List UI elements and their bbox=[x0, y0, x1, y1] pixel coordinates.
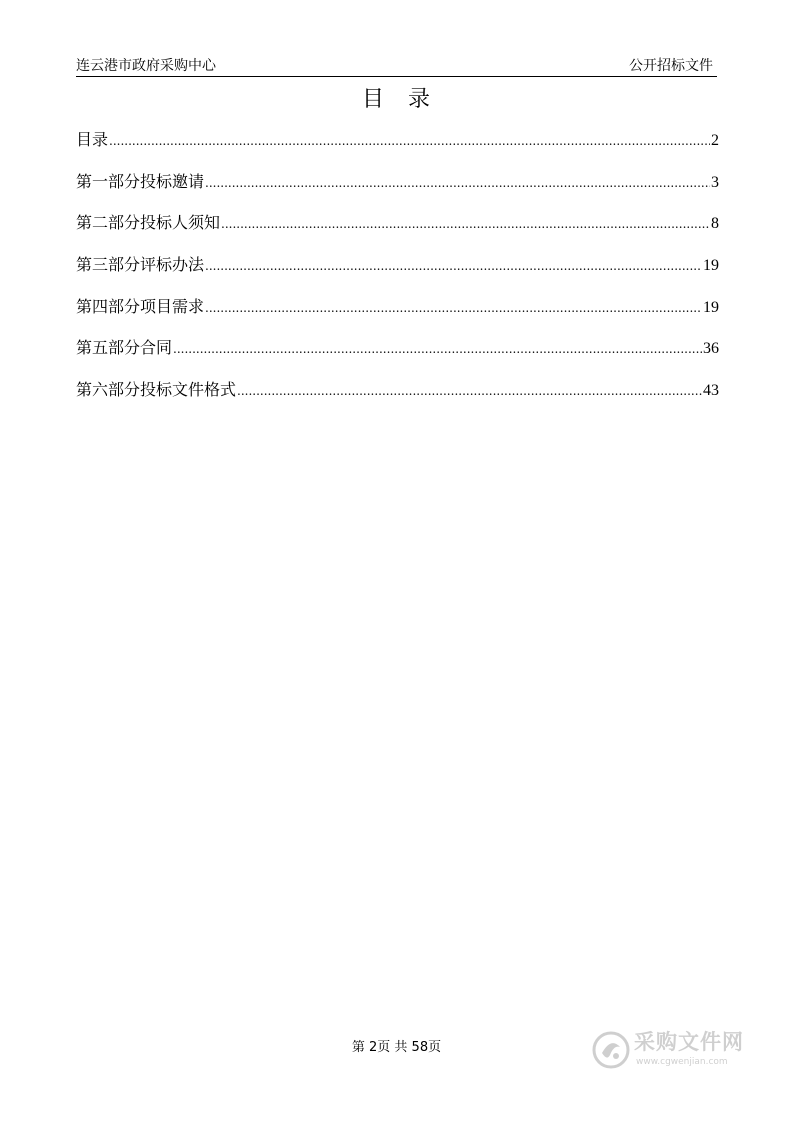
watermark-brand: 采购文件网 bbox=[634, 1030, 744, 1054]
page-header bbox=[76, 56, 717, 77]
page-indicator: 第 2页 共 58页 bbox=[351, 1040, 442, 1055]
table-of-contents bbox=[76, 128, 719, 420]
toc-entry-contents[interactable] bbox=[76, 128, 719, 170]
toc-entry-label: 第二部分投标人须知 bbox=[76, 213, 221, 233]
toc-entry-page: 19 bbox=[703, 257, 719, 275]
toc-entry-label: 第四部分项目需求 bbox=[76, 296, 205, 316]
toc-entry-part-4[interactable] bbox=[76, 295, 719, 337]
toc-entry-part-6[interactable] bbox=[76, 378, 719, 420]
dot-leader bbox=[173, 337, 702, 361]
watermark bbox=[592, 1027, 762, 1073]
toc-entry-label: 第一部分投标邀请 bbox=[76, 171, 205, 191]
dot-leader bbox=[205, 171, 710, 195]
header-organization: 连云港市政府采购中心 bbox=[76, 58, 216, 74]
toc-entry-part-1[interactable] bbox=[76, 170, 719, 212]
toc-entry-label: 目录 bbox=[76, 130, 109, 149]
toc-entry-label: 第六部分投标文件格式 bbox=[76, 380, 237, 400]
toc-entry-page: 36 bbox=[703, 340, 719, 358]
toc-entry-page: 19 bbox=[703, 298, 719, 316]
toc-entry-part-5[interactable] bbox=[76, 336, 719, 378]
toc-entry-label: 第三部分评标办法 bbox=[76, 255, 205, 275]
dot-leader bbox=[205, 296, 702, 320]
toc-entry-page: 2 bbox=[711, 132, 719, 149]
cgwenjian-logo-icon bbox=[592, 1031, 630, 1069]
toc-entry-page: 43 bbox=[703, 382, 719, 400]
dot-leader bbox=[221, 212, 710, 236]
dot-leader bbox=[237, 379, 702, 403]
toc-entry-label: 第五部分合同 bbox=[76, 338, 173, 358]
header-document-type: 公开招标文件 bbox=[629, 58, 713, 74]
toc-entry-part-3[interactable] bbox=[76, 253, 719, 295]
dot-leader bbox=[109, 129, 710, 153]
toc-entry-page: 3 bbox=[711, 173, 719, 191]
watermark-domain: www.cgwenjian.com bbox=[636, 1057, 728, 1067]
toc-title: 目 录 bbox=[361, 87, 431, 112]
toc-entry-page: 8 bbox=[711, 215, 719, 233]
toc-entry-part-2[interactable] bbox=[76, 211, 719, 253]
dot-leader bbox=[205, 254, 702, 278]
